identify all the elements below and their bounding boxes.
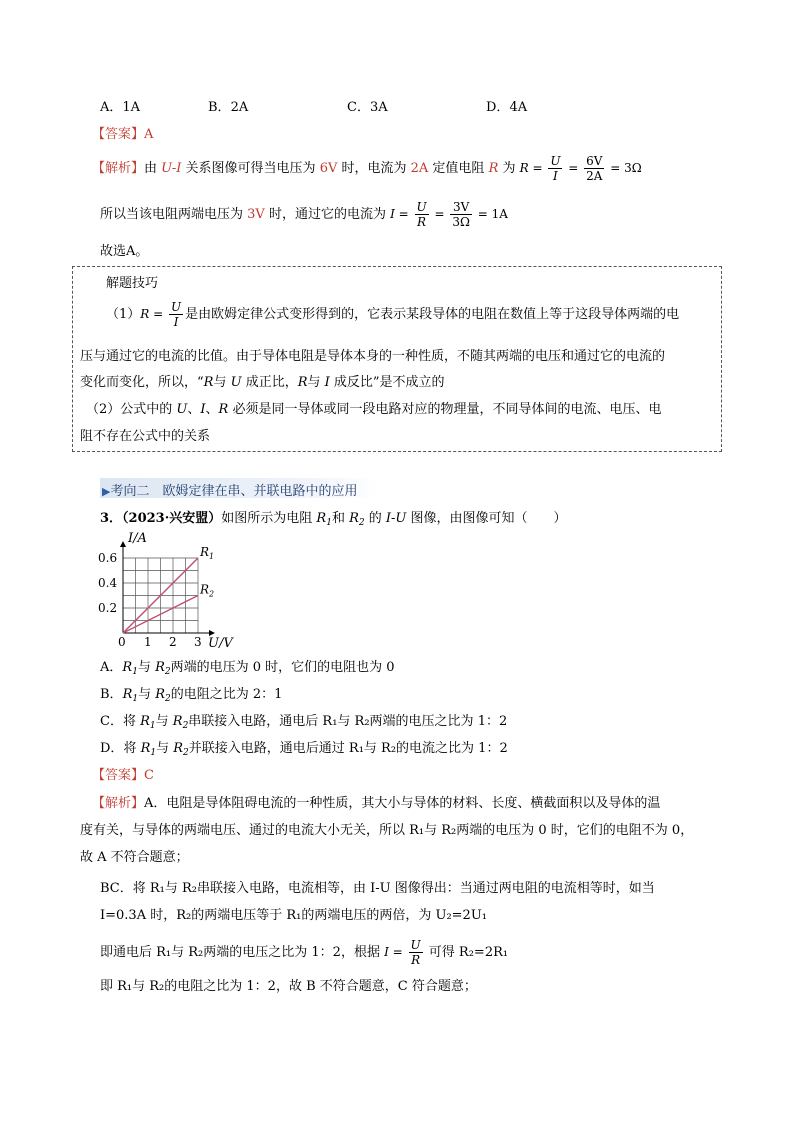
text: R [155, 660, 165, 675]
text: 关系图像可得当电压为 [181, 161, 320, 176]
tips-line-2: 压与通过它的电流的比值。由于导体电阻是导体本身的一种性质，不随其两端的电压和通过它的电流的 [80, 349, 666, 364]
question-3-stem [100, 507, 567, 528]
text: 和 [331, 511, 350, 526]
text: 的 [364, 511, 386, 526]
equation-1: R = $\frac{U}{I}$ = $\frac{6V}{2A}$ = 3Ω [519, 154, 642, 183]
y-tick-label: 0.4 [98, 576, 118, 590]
denominator: 3Ω [452, 215, 470, 229]
denominator: 2A [586, 169, 603, 183]
text: 2 [182, 721, 189, 731]
text: 为 [498, 161, 520, 176]
fraction [584, 154, 604, 183]
x-axis-label: U/V [208, 636, 233, 648]
analysis-3-line4: BC．将 R₁与 R₂串联接入电路，电流相等，由 I-U 图像得出：当通过两电阻的电流相等时，如当 [100, 881, 655, 896]
text: （1） [106, 307, 141, 322]
text: R [203, 375, 214, 390]
text: I-U [385, 511, 407, 526]
tips-line-4 [86, 398, 661, 417]
answer-3 [92, 764, 154, 783]
text: 必须是同一导体或同一段电路对应的物理量，不同导体间的电流、电压、电 [228, 402, 662, 417]
option-text: 3A [369, 100, 388, 115]
eq-lhs: R [519, 161, 529, 175]
text: R [349, 511, 359, 526]
tips-equation: R = $\frac{U}{I}$ [140, 300, 182, 329]
text: 串联接入电路，通电后 R₁与 R₂两端的电压之比为 1：2 [188, 714, 508, 729]
numerator: U [410, 938, 421, 952]
eq-lhs: I [384, 945, 389, 959]
text: 可得 R₂=2R₁ [428, 945, 509, 960]
tips-title: 解题技巧 [106, 276, 159, 291]
numerator: U [171, 300, 182, 314]
analysis-3-line5: I=0.3A 时，R₂的两端电压等于 R₁的两端电压的两倍，为 U₂=2U₁ [100, 908, 487, 923]
question-number: 3． [100, 511, 123, 526]
tips-line-5: 阻不存在公式中的关系 [80, 429, 211, 444]
option-letter: B． [100, 687, 123, 702]
text: 如图所示为电阻 [221, 511, 317, 526]
text: （2）公式中的 [86, 402, 177, 417]
option-letter: D． [486, 100, 510, 115]
denominator: I [173, 315, 179, 329]
text: R [122, 660, 133, 675]
text: R [218, 402, 229, 417]
denominator: I [553, 169, 558, 183]
option-letter: A． [100, 660, 123, 675]
text: 与 [155, 714, 173, 729]
analysis-label: 【解析】 [92, 161, 145, 176]
option-d[interactable] [486, 96, 527, 115]
text: U [176, 402, 188, 417]
section-header [102, 480, 357, 499]
text: 是由欧姆定律公式变形得到的，它表示某段导体的电阻在数值上等于这段导体两端的电 [185, 307, 680, 322]
analysis-3-line7: 即 R₁与 R₂的电阻之比为 1：2，故 B 不符合题意，C 符合题意； [100, 979, 477, 994]
q3-option-a[interactable] [100, 656, 395, 677]
text: R [122, 687, 133, 702]
series-label-r1: $R_1$ [200, 545, 215, 561]
analysis-3-line3: 故 A 不符合题意； [80, 850, 189, 865]
text: 与 [138, 687, 156, 702]
analysis-3-line1 [92, 792, 660, 811]
text: 成正比， [241, 375, 298, 390]
section-title: 考向二 欧姆定律在串、并联电路中的应用 [110, 484, 358, 499]
analysis-1-line1 [92, 154, 642, 183]
text: 定值电阻 [428, 161, 489, 176]
text: 、 [205, 402, 219, 417]
text: 时，电流为 [337, 161, 411, 176]
iu-chart [96, 530, 246, 648]
y-tick-label: 0.6 [98, 551, 118, 565]
text: 并联接入电路，通电后通过 R₁与 R₂的电流之比为 1：2 [188, 741, 508, 756]
fraction [415, 200, 429, 229]
fraction [409, 938, 423, 967]
text: 将 [122, 714, 141, 729]
text: 所以当该电阻两端电压为 [100, 207, 248, 222]
text: 、 [187, 402, 201, 417]
eq-lhs: R [140, 307, 150, 321]
text: R [172, 714, 183, 729]
text: 的电阻之比为 2：1 [170, 687, 283, 702]
x-tick-label: 3 [194, 635, 202, 648]
text: 1 [132, 667, 138, 677]
text: 2 [183, 748, 189, 758]
y-tick-label: 0.2 [98, 601, 118, 615]
series-label-r2: $R_2$ [200, 582, 215, 599]
text: 1 [132, 694, 139, 704]
text: 与 [213, 375, 231, 390]
fraction [169, 300, 183, 329]
option-text: 2A [230, 100, 249, 115]
eq-result: 3Ω [624, 161, 642, 175]
text: I [324, 375, 330, 390]
q3-option-d[interactable] [100, 737, 508, 758]
tips-line-1 [106, 300, 679, 329]
text: U [230, 375, 242, 390]
x-tick-label: 0 [118, 635, 126, 648]
tips-line-3 [80, 371, 445, 390]
option-letter: C． [100, 714, 123, 729]
text: R [488, 161, 499, 176]
denominator: R [411, 953, 421, 967]
numerator: 6V [586, 154, 603, 168]
y-axis-arrow-icon [120, 541, 126, 547]
text: 3V [247, 207, 265, 222]
option-text: 1A [122, 100, 141, 115]
answer-label: 【答案】 [92, 768, 145, 783]
q3-option-b[interactable] [100, 683, 282, 704]
y-axis-label: I/A [128, 531, 147, 546]
q3-option-c[interactable] [100, 710, 507, 731]
text: 时，通过它的电流为 [264, 207, 391, 222]
text: 与 [307, 375, 325, 390]
text: 将 [123, 741, 141, 756]
option-letter: A． [100, 100, 123, 115]
text: R [316, 511, 327, 526]
text: 成反比”是不成立的 [329, 375, 445, 390]
text: 6V [319, 161, 338, 176]
text: I [200, 402, 206, 417]
option-letter: C． [347, 100, 370, 115]
fraction [450, 200, 472, 229]
numerator: 3V [450, 200, 472, 215]
question-source: （2023·兴安盟） [122, 511, 222, 526]
option-letter: D． [100, 741, 124, 756]
denominator: R [417, 215, 427, 229]
text: R [297, 375, 308, 390]
equation-3: I = $\frac{U}{R}$ [384, 938, 421, 967]
analysis-1-line2 [100, 200, 508, 229]
numerator: U [550, 154, 561, 168]
text: 1 [326, 518, 332, 528]
x-tick-label: 2 [169, 635, 177, 648]
text: 与 [156, 741, 174, 756]
text: 变化而变化，所以，“ [80, 375, 204, 390]
text: 2 [358, 518, 365, 528]
numerator: U [416, 200, 427, 214]
answer-label: 【答案】 [92, 127, 145, 142]
text: 2 [164, 667, 171, 677]
answer-value: A [144, 127, 154, 142]
text: R [140, 741, 151, 756]
text: R [173, 741, 184, 756]
x-tick-label: 1 [144, 635, 152, 648]
option-letter: B． [208, 100, 231, 115]
analysis-3-line6 [100, 938, 508, 967]
text: 2A [410, 161, 429, 176]
option-b[interactable] [208, 96, 248, 115]
text: R [140, 714, 150, 729]
equation-2: I = $\frac{U}{R}$ = $\frac{3V}{3\Omega}$ = 1A [390, 200, 508, 229]
arrow-icon: ▶ [102, 485, 111, 498]
text: 两端的电压为 0 时，它们的电阻也为 0 [170, 660, 395, 675]
text: 图像，由图像可知（ ） [406, 511, 567, 526]
option-text: 4A [509, 100, 528, 115]
analysis-label: 【解析】 [92, 796, 145, 811]
fraction [548, 154, 562, 183]
option-a[interactable] [100, 96, 140, 115]
text: R [155, 687, 166, 702]
text: 即通电后 R₁与 R₂两端的电压之比为 1：2，根据 [100, 945, 380, 960]
text: 2 [165, 694, 171, 704]
text: 与 [137, 660, 156, 675]
text: U-I [161, 161, 182, 176]
text: A．电阻是导体阻碍电流的一种性质，其大小与导体的材料、长度、横截面积以及导体的温 [144, 796, 661, 811]
analysis-1-line3: 故选A。 [100, 244, 149, 259]
text: 1 [149, 721, 156, 731]
text: 由 [144, 161, 162, 176]
option-c[interactable] [347, 96, 388, 115]
analysis-3-line2: 度有关，与导体的两端电压、通过的电流大小无关，所以 R₁与 R₂两端的电压为 0 时，它们的电阻不为 0， [80, 823, 694, 838]
answer-1 [92, 123, 153, 142]
answer-value: C [144, 768, 154, 783]
eq-lhs: I [390, 207, 395, 221]
text: 1 [150, 748, 157, 758]
eq-result: 1A [491, 207, 508, 221]
